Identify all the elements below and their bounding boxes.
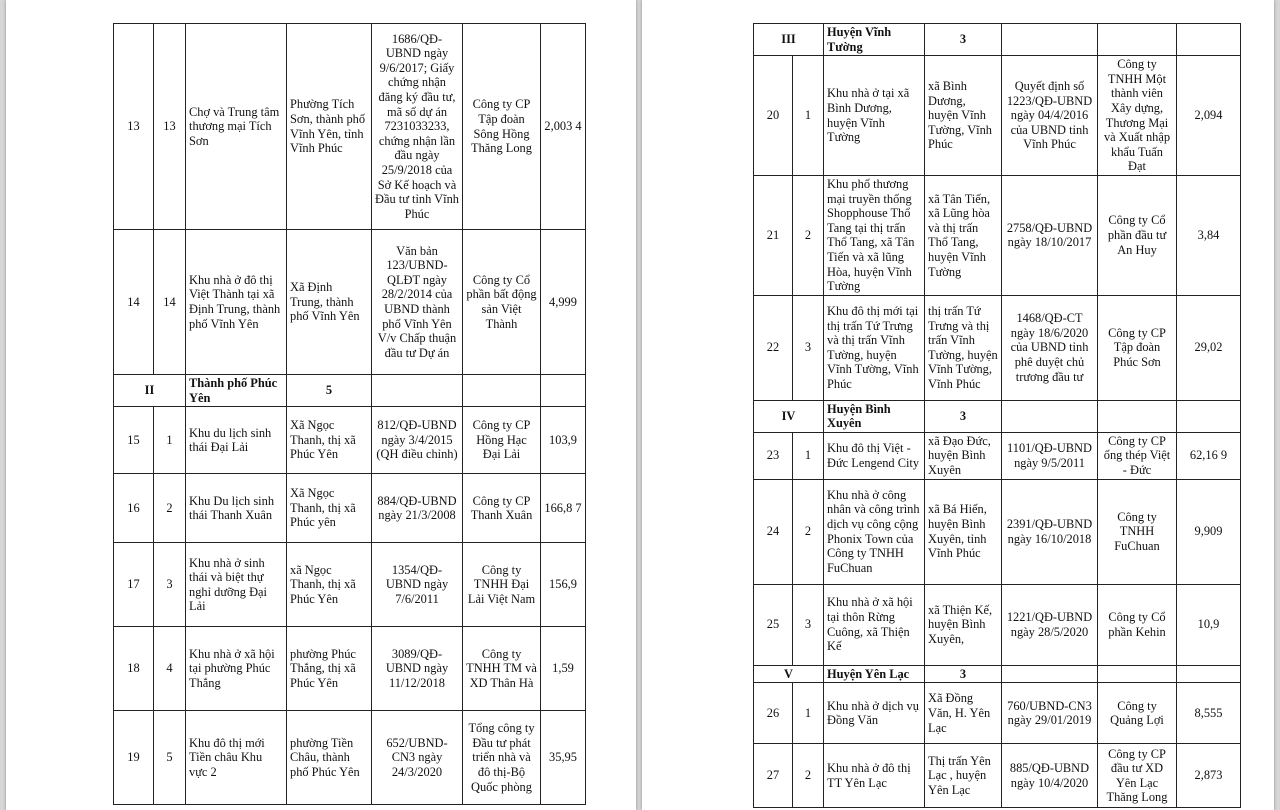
project-investor: Công ty CP Tập đoàn Phúc Sơn — [1098, 295, 1177, 400]
project-name: Khu đô thị mới tại thị trấn Tứ Trưng và thị trấn Vĩnh Tường, huyện Vĩnh Tường, Vĩnh Phúc — [824, 295, 925, 400]
project-investor: Công ty TNHH Một thành viên Xây dựng, Thương Mại và Xuất nhập khẩu Tuấn Đạt — [1098, 56, 1177, 176]
project-area: 62,16 9 — [1177, 432, 1241, 479]
project-investor: Công ty CP Tập đoàn Sông Hồng Thăng Long — [463, 24, 541, 230]
table-row — [754, 295, 1241, 400]
section-title: Huyện Vĩnh Tường — [824, 24, 925, 56]
project-location: thị trấn Tứ Trưng và thị trấn Vĩnh Tường, huyện Vĩnh Tường, Vĩnh Phúc — [925, 295, 1002, 400]
row-sub-index: 2 — [154, 474, 186, 543]
project-area: 9,909 — [1177, 479, 1241, 584]
project-location: xã Ngọc Thanh, thị xã Phúc Yên — [287, 543, 372, 627]
section-title: Thành phố Phúc Yên — [186, 375, 287, 407]
project-area: 103,9 — [541, 407, 586, 474]
row-index: 27 — [754, 744, 793, 808]
project-table-left — [113, 23, 586, 805]
project-area: 166,8 7 — [541, 474, 586, 543]
project-area: 35,95 — [541, 711, 586, 805]
project-location: Xã Ngọc Thanh, thị xã Phúc yên — [287, 474, 372, 543]
section-title: Huyện Yên Lạc — [824, 665, 925, 683]
project-location: Thị trấn Yên Lạc , huyện Yên Lạc — [925, 744, 1002, 808]
project-location: Phường Tích Sơn, thành phố Vĩnh Yên, tỉnh Vĩnh Phúc — [287, 24, 372, 230]
project-investor: Công ty Cổ phần đầu tư An Huy — [1098, 175, 1177, 295]
project-name: Khu nhà ở dịch vụ Đồng Văn — [824, 683, 925, 744]
row-sub-index: 3 — [793, 584, 824, 665]
table-row — [114, 407, 586, 474]
table-row — [114, 627, 586, 711]
project-decision: Văn bản 123/UBND-QLĐT ngày 28/2/2014 của UBND thành phố Vĩnh Yên V/v Chấp thuận đầu tư Dự án — [372, 230, 463, 375]
project-decision: 2391/QĐ-UBND ngày 16/10/2018 — [1002, 479, 1098, 584]
row-index: 14 — [114, 230, 154, 375]
row-index: 23 — [754, 432, 793, 479]
empty-cell — [1098, 24, 1177, 56]
section-count: 3 — [925, 24, 1002, 56]
row-index: 18 — [114, 627, 154, 711]
empty-cell — [463, 375, 541, 407]
row-sub-index: 3 — [154, 543, 186, 627]
project-investor: Công ty TNHH Đại Lải Việt Nam — [463, 543, 541, 627]
row-index: 26 — [754, 683, 793, 744]
section-count: 3 — [925, 665, 1002, 683]
empty-cell — [372, 375, 463, 407]
row-index: 16 — [114, 474, 154, 543]
section-count: 3 — [925, 400, 1002, 432]
row-index: 22 — [754, 295, 793, 400]
row-sub-index: 14 — [154, 230, 186, 375]
table-row — [754, 56, 1241, 176]
project-investor: Công ty CP Thanh Xuân — [463, 474, 541, 543]
project-name: Khu đô thị Việt - Đức Lengend City — [824, 432, 925, 479]
empty-cell — [1177, 400, 1241, 432]
project-area: 3,84 — [1177, 175, 1241, 295]
row-index: 19 — [114, 711, 154, 805]
row-sub-index: 1 — [793, 432, 824, 479]
project-name: Khu nhà ở sinh thái và biệt thự nghỉ dưỡng Đại Lải — [186, 543, 287, 627]
project-location: xã Đạo Đức, huyện Bình Xuyên — [925, 432, 1002, 479]
project-location: xã Bình Dương, huyện Vĩnh Tường, Vĩnh Phúc — [925, 56, 1002, 176]
row-sub-index: 13 — [154, 24, 186, 230]
table-row — [114, 24, 586, 230]
project-area: 1,59 — [541, 627, 586, 711]
project-decision: 1101/QĐ-UBND ngày 9/5/2011 — [1002, 432, 1098, 479]
project-name: Khu nhà ở tại xã Bình Dương, huyện Vĩnh Tường — [824, 56, 925, 176]
section-row — [754, 400, 1241, 432]
table-row — [754, 744, 1241, 808]
table-row — [114, 230, 586, 375]
project-area: 8,555 — [1177, 683, 1241, 744]
document-page-right — [642, 0, 1274, 810]
project-name: Khu đô thị mới Tiền châu Khu vực 2 — [186, 711, 287, 805]
row-sub-index: 5 — [154, 711, 186, 805]
project-investor: Công ty TNHH TM và XD Thân Hà — [463, 627, 541, 711]
project-decision: 760/UBND-CN3 ngày 29/01/2019 — [1002, 683, 1098, 744]
row-index: 15 — [114, 407, 154, 474]
project-name: Khu phố thương mại truyền thống Shopphouse Thổ Tang tại thị trấn Thổ Tang, xã Tân Tiến và xã lũng Hòa, huyện Vĩnh Tường — [824, 175, 925, 295]
project-decision: 885/QĐ-UBND ngày 10/4/2020 — [1002, 744, 1098, 808]
project-investor: Tổng công ty Đầu tư phát triển nhà và đô thị-Bộ Quốc phòng — [463, 711, 541, 805]
empty-cell — [541, 375, 586, 407]
project-location: phường Phúc Thắng, thị xã Phúc Yên — [287, 627, 372, 711]
project-area: 2,003 4 — [541, 24, 586, 230]
table-row — [754, 175, 1241, 295]
project-name: Khu Du lịch sinh thái Thanh Xuân — [186, 474, 287, 543]
empty-cell — [1002, 400, 1098, 432]
project-area: 156,9 — [541, 543, 586, 627]
row-index: 20 — [754, 56, 793, 176]
project-location: Xã Ngọc Thanh, thị xã Phúc Yên — [287, 407, 372, 474]
table-row — [754, 432, 1241, 479]
section-roman: IV — [754, 400, 824, 432]
project-decision: 1354/QĐ-UBND ngày 7/6/2011 — [372, 543, 463, 627]
project-location: xã Tân Tiến, xã Lũng hòa và thị trấn Thổ Tang, huyện Vĩnh Tường — [925, 175, 1002, 295]
project-location: Xã Đồng Văn, H. Yên Lạc — [925, 683, 1002, 744]
project-location: phường Tiền Châu, thành phố Phúc Yên — [287, 711, 372, 805]
project-investor: Công ty Cổ phần bất động sản Việt Thành — [463, 230, 541, 375]
project-decision: 1686/QĐ-UBND ngày 9/6/2017; Giấy chứng nhận đăng ký đầu tư, mã số dự án 7231033233, chứng nhận lần đầu ngày 25/9/2018 của Sở Kế hoạch và Đầu tư tỉnh Vĩnh Phúc — [372, 24, 463, 230]
project-location: xã Thiện Kế, huyện Bình Xuyên, — [925, 584, 1002, 665]
section-row — [114, 375, 586, 407]
empty-cell — [1177, 24, 1241, 56]
row-sub-index: 1 — [793, 683, 824, 744]
project-name: Khu nhà ở đô thị TT Yên Lạc — [824, 744, 925, 808]
empty-cell — [1098, 400, 1177, 432]
empty-cell — [1177, 665, 1241, 683]
row-sub-index: 1 — [154, 407, 186, 474]
project-name: Chợ và Trung tâm thương mại Tích Sơn — [186, 24, 287, 230]
project-decision: 1468/QĐ-CT ngày 18/6/2020 của UBND tỉnh phê duyệt chủ trương đầu tư — [1002, 295, 1098, 400]
project-location: Xã Định Trung, thành phố Vĩnh Yên — [287, 230, 372, 375]
project-decision: 652/UBND-CN3 ngày 24/3/2020 — [372, 711, 463, 805]
section-row — [754, 24, 1241, 56]
project-area: 4,999 — [541, 230, 586, 375]
project-investor: Công ty CP đầu tư XD Yên Lạc Thăng Long — [1098, 744, 1177, 808]
project-investor: Công ty CP Hồng Hạc Đại Lải — [463, 407, 541, 474]
row-index: 21 — [754, 175, 793, 295]
project-investor: Công ty Cổ phần Kehin — [1098, 584, 1177, 665]
project-investor: Công ty Quảng Lợi — [1098, 683, 1177, 744]
section-row — [754, 665, 1241, 683]
project-location: xã Bá Hiến, huyện Bình Xuyên, tỉnh Vĩnh Phúc — [925, 479, 1002, 584]
project-area: 10,9 — [1177, 584, 1241, 665]
project-decision: Quyết định số 1223/QĐ-UBND ngày 04/4/2016 của UBND tỉnh Vĩnh Phúc — [1002, 56, 1098, 176]
project-area: 2,873 — [1177, 744, 1241, 808]
section-roman: II — [114, 375, 186, 407]
empty-cell — [1002, 665, 1098, 683]
table-row — [114, 711, 586, 805]
table-row — [754, 584, 1241, 665]
project-name: Khu du lịch sinh thái Đại Lải — [186, 407, 287, 474]
project-decision: 812/QĐ-UBND ngày 3/4/2015 (QH điều chỉnh) — [372, 407, 463, 474]
row-sub-index: 1 — [793, 56, 824, 176]
project-decision: 884/QĐ-UBND ngày 21/3/2008 — [372, 474, 463, 543]
project-area: 29,02 — [1177, 295, 1241, 400]
row-sub-index: 2 — [793, 479, 824, 584]
row-index: 13 — [114, 24, 154, 230]
project-name: Khu nhà ở đô thị Việt Thành tại xã Định Trung, thành phố Vĩnh Yên — [186, 230, 287, 375]
empty-cell — [1002, 24, 1098, 56]
project-decision: 1221/QĐ-UBND ngày 28/5/2020 — [1002, 584, 1098, 665]
section-roman: V — [754, 665, 824, 683]
table-row — [114, 474, 586, 543]
row-sub-index: 2 — [793, 744, 824, 808]
project-name: Khu nhà ở xã hội tại phường Phúc Thắng — [186, 627, 287, 711]
project-investor: Công ty TNHH FuChuan — [1098, 479, 1177, 584]
project-name: Khu nhà ở công nhân và công trình dịch vụ công cộng Phonix Town của Công ty TNHH FuChuan — [824, 479, 925, 584]
project-decision: 3089/QĐ-UBND ngày 11/12/2018 — [372, 627, 463, 711]
section-roman: III — [754, 24, 824, 56]
table-row — [114, 543, 586, 627]
project-name: Khu nhà ở xã hội tại thôn Rừng Cuông, xã Thiện Kế — [824, 584, 925, 665]
row-sub-index: 2 — [793, 175, 824, 295]
project-table-right — [753, 23, 1241, 808]
project-investor: Công ty CP ống thép Việt - Đức — [1098, 432, 1177, 479]
row-index: 17 — [114, 543, 154, 627]
empty-cell — [1098, 665, 1177, 683]
row-index: 24 — [754, 479, 793, 584]
document-page-left — [6, 0, 636, 810]
table-row — [754, 683, 1241, 744]
section-count: 5 — [287, 375, 372, 407]
project-area: 2,094 — [1177, 56, 1241, 176]
table-row — [754, 479, 1241, 584]
section-title: Huyện Bình Xuyên — [824, 400, 925, 432]
project-decision: 2758/QĐ-UBND ngày 18/10/2017 — [1002, 175, 1098, 295]
row-sub-index: 4 — [154, 627, 186, 711]
row-sub-index: 3 — [793, 295, 824, 400]
row-index: 25 — [754, 584, 793, 665]
